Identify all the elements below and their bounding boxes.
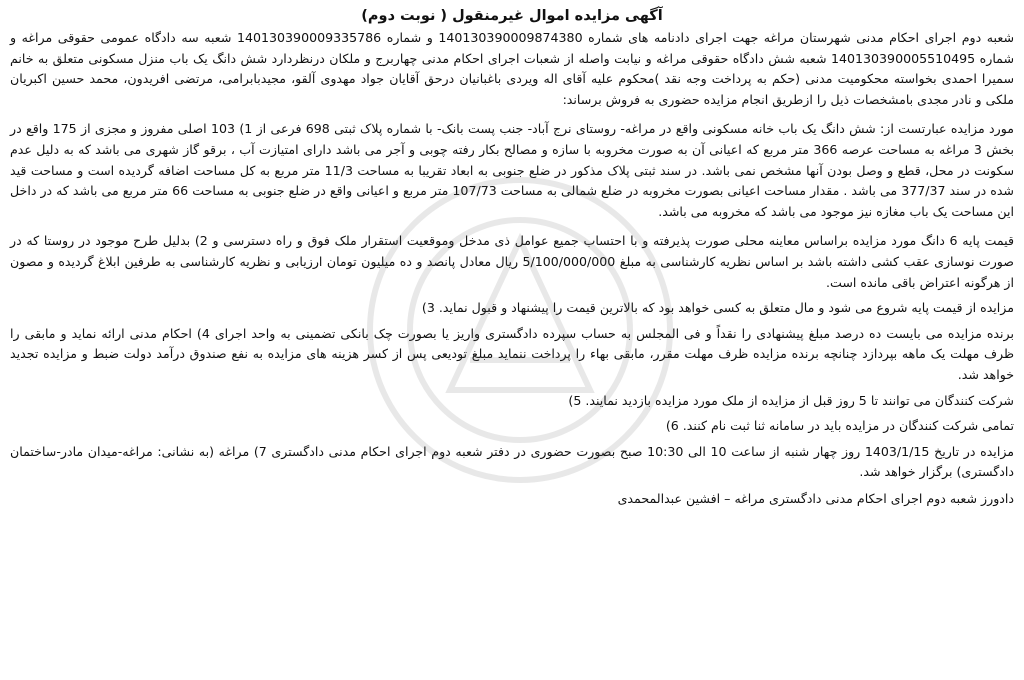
item-5: شرکت کنندگان می توانند تا 5 روز قبل از مزایده از ملک مورد مزایده بازدید نمایند. 5) xyxy=(568,392,1014,408)
signature-line: دادورز شعبه دوم اجرای احکام مدنی دادگستری مراغه – افشین عبدالمحمدی xyxy=(617,490,1014,506)
item-7: مزایده در تاریخ 1403/1/15 روز چهار شنبه از ساعت 10 الی 10:30 صبح بصورت حضوری در دفتر شعبه دوم اجرای احکام مدنی دادگستری 7) مراغه (به نشانی: مراغه-میدان مادر-ساختمان دادگستری) برگزار خواهد شد. xyxy=(10,443,1015,480)
item-2: قیمت پایه 6 دانگ مورد مزایده براساس معاینه محلی صورت پذیرفته و با احتساب جمیع عوامل ذی مدخل وموقعیت استقرار ملک فوق و راه دسترسی و 2) بدلیل طرح موجود در روستا که در صورت نوسازی عقب کشی داشته باشد بر اساس نظریه کارشناسی به مبلغ 5/100/000/000 ریال معادل پانصد و ده میلیون تومان ارزیابی و نظریه کارشناسی به طرفین ابلاغ گردیده و مصون از هرگونه اعتراض باقی مانده است. xyxy=(10,233,1015,290)
intro-paragraph: شعبه دوم اجرای احکام مدنی شهرستان مراغه جهت اجرای دادنامه های شماره 140130390009874380 و شماره 140130390009335786 شعبه سه دادگاه عمومی حقوقی مراغه و شماره 140130390005510495 شعبه شش دادگاه حقوقی مراغه و نیابت واصله از شعبات اجرای احکام مدنی چهاربرج و ملکان درنظردارد شش دانگ یک باب منزل مسکونی متعلق به خانم سمیرا احمدی بخواسته محکومیت مدنی (حکم به پرداخت وجه نقد )محکوم علیه آقای اله ویردی باغبانیان درحق آقایان جواد مهدوی آلقو، مجیدبابرامی، مرتضی افریدون، محمد حسین اکبریان ملکی و نادر مجدی بامشخصات ذیل را ازطریق انجام مزایده حضوری به فروش برساند: xyxy=(10,30,1014,107)
item-6: تمامی شرکت کنندگان در مزایده باید در سامانه ثنا ثبت نام کنند. 6) xyxy=(665,418,1014,434)
item-4: برنده مزایده می بایست ده درصد مبلغ پیشنهادی را نقداً و فی المجلس به حساب سپرده دادگستری واریز یا بصورت چک بانکی تضمینی به واحد اجرای 4) احکام مدنی ارائه نماید و مابقی را ظرف مهلت یک ماهه بپردازد چنانچه برنده مزایده ظرف مهلت مقرر، مابقی بهاء را پرداخت ننماید مبلغ تودیعی پس از کسر هزینه های مزایده به نفع صندوق درآمد دولت ضبط و مزایده تجدید خواهد شد. xyxy=(10,325,1014,382)
item-3: مزایده از قیمت پایه شروع می شود و مال متعلق به کسی خواهد بود که بالاترین قیمت را پیشنهاد و قبول نماید. 3) xyxy=(421,300,1014,316)
item-1: مورد مزایده عبارتست از: شش دانگ یک باب خانه مسکونی واقع در مراغه- روستای نرج آباد- جنب پست بانک- با شماره پلاک ثبتی 698 فرعی از 1) 103 اصلی مفروز و مجزی از 175 واقع در بخش 3 مراغه به مساحت عرصه 366 متر مربع که اعیانی آن به صورت مخروبه با سازه و مصالح بکار رفته چوبی و آجر می باشد دارای امتیازت آب ، برقو گاز شهری می باشد که به دلیل عدم سکونت در محل، قطع و وصل بودن آنها مشخص نمی باشد. در سند ثبتی پلاک مذکور در ضلع جنوبی به ابعاد تقریبا به مساحت 11/3 متر مربع به کل مساحت اضافه گردیده است و مساحت قید شده در سند 377/37 می باشد . مقدار مساحت اعیانی بصورت مخروبه در ضلع شمالی به مساحت 107/73 متر مربع و اعیانی واقع در ضلع جنوبی به مساحت 66 متر مربع می باشد که در داخل این مساحت یک باب مغازه نیز موجود می باشد که مخروبه می باشد. xyxy=(10,121,1014,219)
notice-title: آگهی مزایده اموال غیرمنقول ( نوبت دوم) xyxy=(361,8,663,24)
